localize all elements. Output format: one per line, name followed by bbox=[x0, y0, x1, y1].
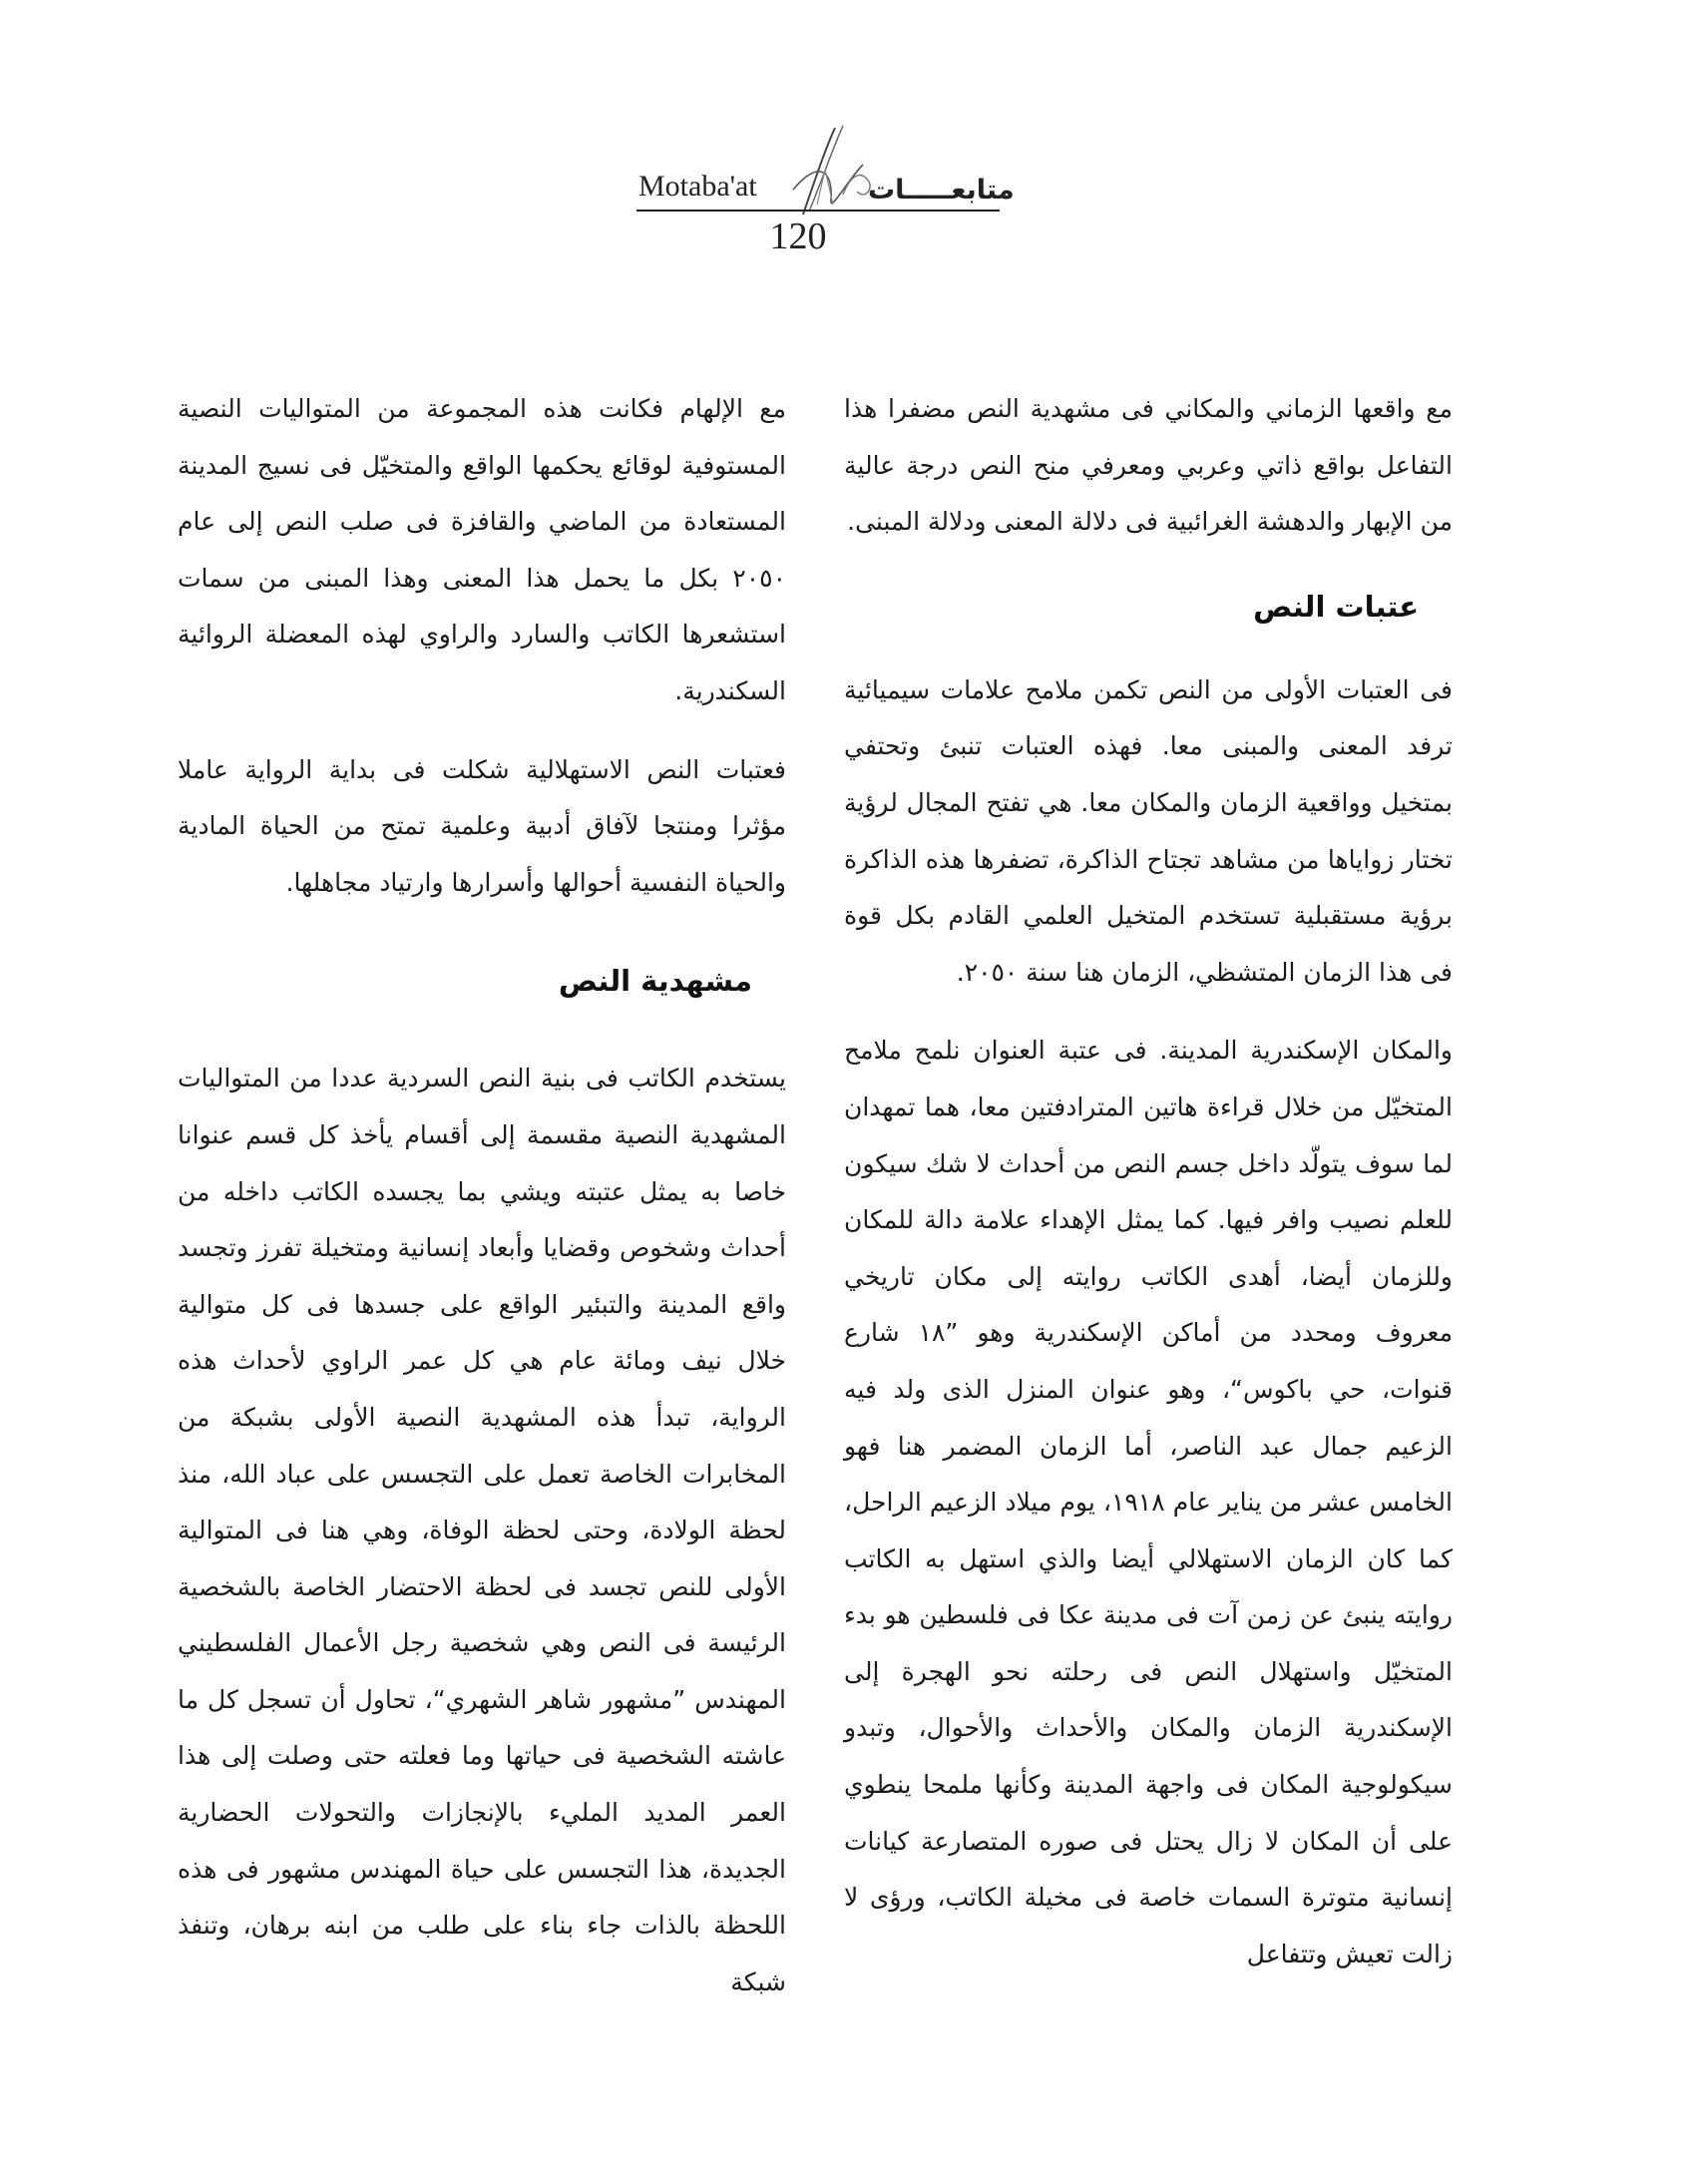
header-latin-title: Motaba'at bbox=[638, 170, 757, 203]
left-heading-block bbox=[178, 911, 786, 1051]
page-header bbox=[599, 120, 1015, 259]
left-paragraph-2: فعتبات النص الاستهلالية شكلت فى بداية الرواية عاملا مؤثرا ومنتجا لآفاق أدبية وعلمية تمتح من الحياة المادية والحياة النفسية أحوالها وأسرارها وارتياد مجاهلها. bbox=[178, 754, 786, 897]
right-paragraph-2: فى العتبات الأولى من النص تكمن ملامح علامات سيميائية ترفد المعنى والمبنى معا. فهذه العتبات تنبئ وتحتفي بمتخيل وواقعية الزمان والمكان معا. هي تفتح المجال لرؤية تختار زواياها من مشاهد تجتاح الذاكرة، تضفرها هذه الذاكرة برؤية مستقبلية تستخدم المتخيل العلمي القادم بكل قوة فى هذا الزمان المتشظي، الزمان هنا سنة ٢٠٥٠. bbox=[844, 674, 1453, 987]
header-rule bbox=[636, 210, 1000, 212]
section-heading-scenes: مشهدية النص bbox=[558, 964, 752, 999]
section-heading-thresholds: عتبات النص bbox=[1253, 589, 1419, 624]
left-paragraph-3: يستخدم الكاتب فى بنية النص السردية عددا من المتواليات المشهدية النصية مقسمة إلى أقسام يأخذ كل قسم عنوانا خاصا به يمثل عتبته ويشي بما يجسده الكاتب داخله من أحداث وشخوص وقضايا وأبعاد إنسانية ومتخيلة تفرز وتجسد واقع المدينة والتبئير الواقع على جسدها فى كل متوالية خلال نيف ومائة عام هي كل عمر الراوي لأحداث هذه الرواية، تبدأ هذه المشهدية النصية الأولى بشبكة من المخابرات الخاصة تعمل على التجسس على عباد الله، منذ لحظة الولادة، وحتى لحظة الوفاة، وهي هنا فى المتوالية الأولى للنص تجسد فى لحظة الاحتضار الخاصة بالشخصية الرئيسة فى النص وهي شخصية رجل الأعمال الفلسطيني المهندس ”مشهور شاهر الشهري“، تحاول أن تسجل كل ما عاشته الشخصية فى حياتها وما فعلته حتى وصلت إلى هذا العمر المديد المليء بالإنجازات والتحولات الحضارية الجديدة، هذا التجسس على حياة المهندس مشهور فى هذه اللحظة بالذات جاء بناء على طلب من ابنه برهان، وتنفذ شبكة bbox=[178, 1064, 786, 1996]
right-heading-block bbox=[844, 551, 1453, 662]
left-column bbox=[178, 381, 786, 2010]
right-paragraph-1: مع واقعها الزماني والمكاني فى مشهدية النص مضفرا هذا التفاعل بواقع ذاتي وعربي ومعرفي منح النص درجة عالية من الإبهار والدهشة الغرائبية فى دلالة المعنى ودلالة المبنى. bbox=[844, 394, 1453, 537]
magazine-logo-icon bbox=[773, 120, 883, 219]
right-paragraph-3: والمكان الإسكندرية المدينة. فى عتبة العنوان نلمح ملامح المتخيّل من خلال قراءة هاتين المترادفتين معا، هما تمهدان لما سوف يتولّد داخل جسم النص من أحداث لا شك سيكون للعلم نصيب وافر فيها. كما يمثل الإهداء علامة دالة للمكان وللزمان أيضا، أهدى الكاتب روايته إلى مكان تاريخي معروف ومحدد من أماكن الإسكندرية وهو ”١٨ شارع قنوات، حي باكوس“، وهو عنوان المنزل الذى ولد فيه الزعيم جمال عبد الناصر، أما الزمان المضمر هنا فهو الخامس عشر من يناير عام ١٩١٨، يوم ميلاد الزعيم الراحل، كما كان الزمان الاستهلالي أيضا والذي استهل به الكاتب روايته ينبئ عن زمن آت فى مدينة عكا فى فلسطين هو بدء المتخيّل واستهلال النص فى رحلته نحو الهجرة إلى الإسكندرية الزمان والمكان والأحداث والأحوال، وتبدو سيكولوجية المكان فى واجهة المدينة وكأنها ملمحا ينطوي على أن المكان لا زال يحتل فى صوره المتصارعة كيانات إنسانية متوترة السمات خاصة فى مخيلة الكاتب، ورؤى لا زالت تعيش وتتفاعل bbox=[844, 1036, 1453, 1968]
right-column bbox=[844, 381, 1453, 1982]
page-number: 120 bbox=[769, 216, 827, 257]
header-arabic-title: متابعـــــات bbox=[868, 175, 1015, 206]
left-paragraph-1: مع الإلهام فكانت هذه المجموعة من المتواليات النصية المستوفية لوقائع يحكمها الواقع والمتخيّل فى نسيج المدينة المستعادة من الماضي والقافزة فى صلب النص إلى عام ٢٠٥٠ بكل ما يحمل هذا المعنى وهذا المبنى من سمات استشعرها الكاتب والسارد والراوي لهذه المعضلة الروائية السكندرية. bbox=[178, 394, 786, 705]
